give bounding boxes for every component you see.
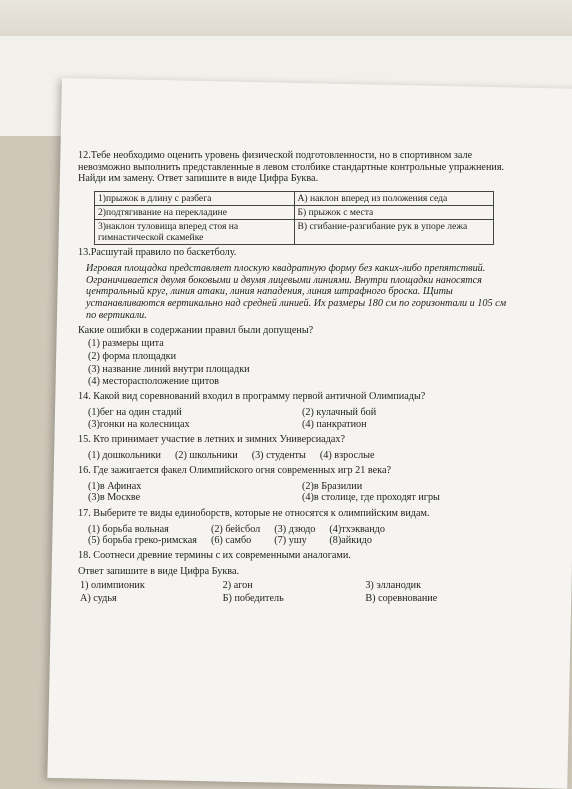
question-18-note: Ответ запишите в виде Цифра Буква.: [78, 565, 240, 577]
option: (4) месторасположение щитов: [88, 376, 219, 388]
option: (3) название линий внутри площадки: [88, 363, 250, 375]
option: (8)айкидо: [329, 535, 372, 547]
table-cell: Б) прыжок с места: [294, 206, 494, 220]
option: (2) школьники: [174, 450, 238, 462]
option: (1) дошкольники: [88, 450, 161, 462]
option: (2) кулачный бой: [302, 406, 377, 418]
option: (3)в Москве: [88, 492, 141, 504]
term: 1) олимпионик: [80, 579, 145, 591]
question-13: 13.Расшутай правило по баскетболу.: [78, 247, 237, 259]
question-12: 12.Тебе необходимо оценить уровень физической подготовленности, но в спортивном зале невозможно выполнить представленные в левом столбике стандартные контрольные упражнения. Найди им замену. Ответ запишите в виде Цифра Буква.: [78, 150, 505, 185]
option: (4) взрослые: [319, 450, 375, 462]
table-cell: В) сгибание-разгибание рук в упоре лежа: [294, 220, 494, 245]
option: (1)бег на один стадий: [88, 406, 182, 418]
option: (4) панкратион: [302, 418, 367, 430]
matching-table: [94, 191, 494, 245]
question-14: 14. Какой вид соревнований входил в программу первой античной Олимпиады?: [78, 391, 426, 403]
option: (3) студенты: [251, 450, 306, 462]
term: 2) агон: [222, 579, 253, 591]
modern-term: Б) победитель: [222, 593, 284, 605]
option: (1) размеры щита: [88, 338, 164, 350]
option: (2) форма площадки: [88, 351, 177, 363]
option: (1)в Афинах: [88, 480, 142, 492]
table-cell: 2)подтягивание на перекладине: [95, 206, 295, 220]
question-18: 18. Соотнеси древние термины с их современными аналогами.: [78, 550, 351, 562]
worksheet: [78, 150, 508, 607]
option: (2) бейсбол: [210, 523, 261, 535]
question-15: 15. Кто принимает участие в летних и зимних Универсиадах?: [78, 434, 346, 446]
basketball-rule: Игровая площадка представляет плоскую квадратную форму без каких-либо препятствий. Ограничивается двумя боковыми и двумя лицевыми линиями. Внутри площадки наносятся центральный круг, линия атаки, линия нападения, линия штрафного броска. Щиты устанавливаются вертикально над средней линией. Их размеры 180 см по горизонтали и 105 см по вертикали.: [86, 263, 507, 321]
question-13-prompt: Какие ошибки в содержании правил были допущены?: [78, 324, 314, 336]
option: (7) ушу: [274, 535, 307, 547]
table-cell: 1)прыжок в длину с разбега: [95, 192, 295, 206]
option: (4)тхэквандо: [329, 523, 385, 535]
option: (6) самбо: [210, 535, 252, 547]
option: (5) борьба греко-римская: [88, 535, 197, 547]
option: (3)гонки на колесницах: [88, 418, 190, 430]
question-17: 17. Выберите те виды единоборств, которые не относятся к олимпийским видам.: [78, 507, 430, 519]
question-16: 16. Где зажигается факел Олимпийского огня современных игр 21 века?: [78, 464, 391, 476]
option: (3) дзюдо: [274, 523, 316, 535]
table-cell: А) наклон вперед из положения седа: [294, 192, 494, 206]
modern-term: В) соревнование: [365, 593, 438, 605]
table-cell: 3)наклон туловища вперед стоя на гимнастической скамейке: [95, 220, 295, 245]
option: (1) борьба вольная: [88, 523, 169, 535]
option: (2)в Бразилии: [302, 480, 363, 492]
modern-term: А) судья: [80, 593, 117, 605]
option: (4)в столице, где проходят игры: [302, 492, 440, 504]
term: 3) элланодик: [365, 579, 422, 591]
